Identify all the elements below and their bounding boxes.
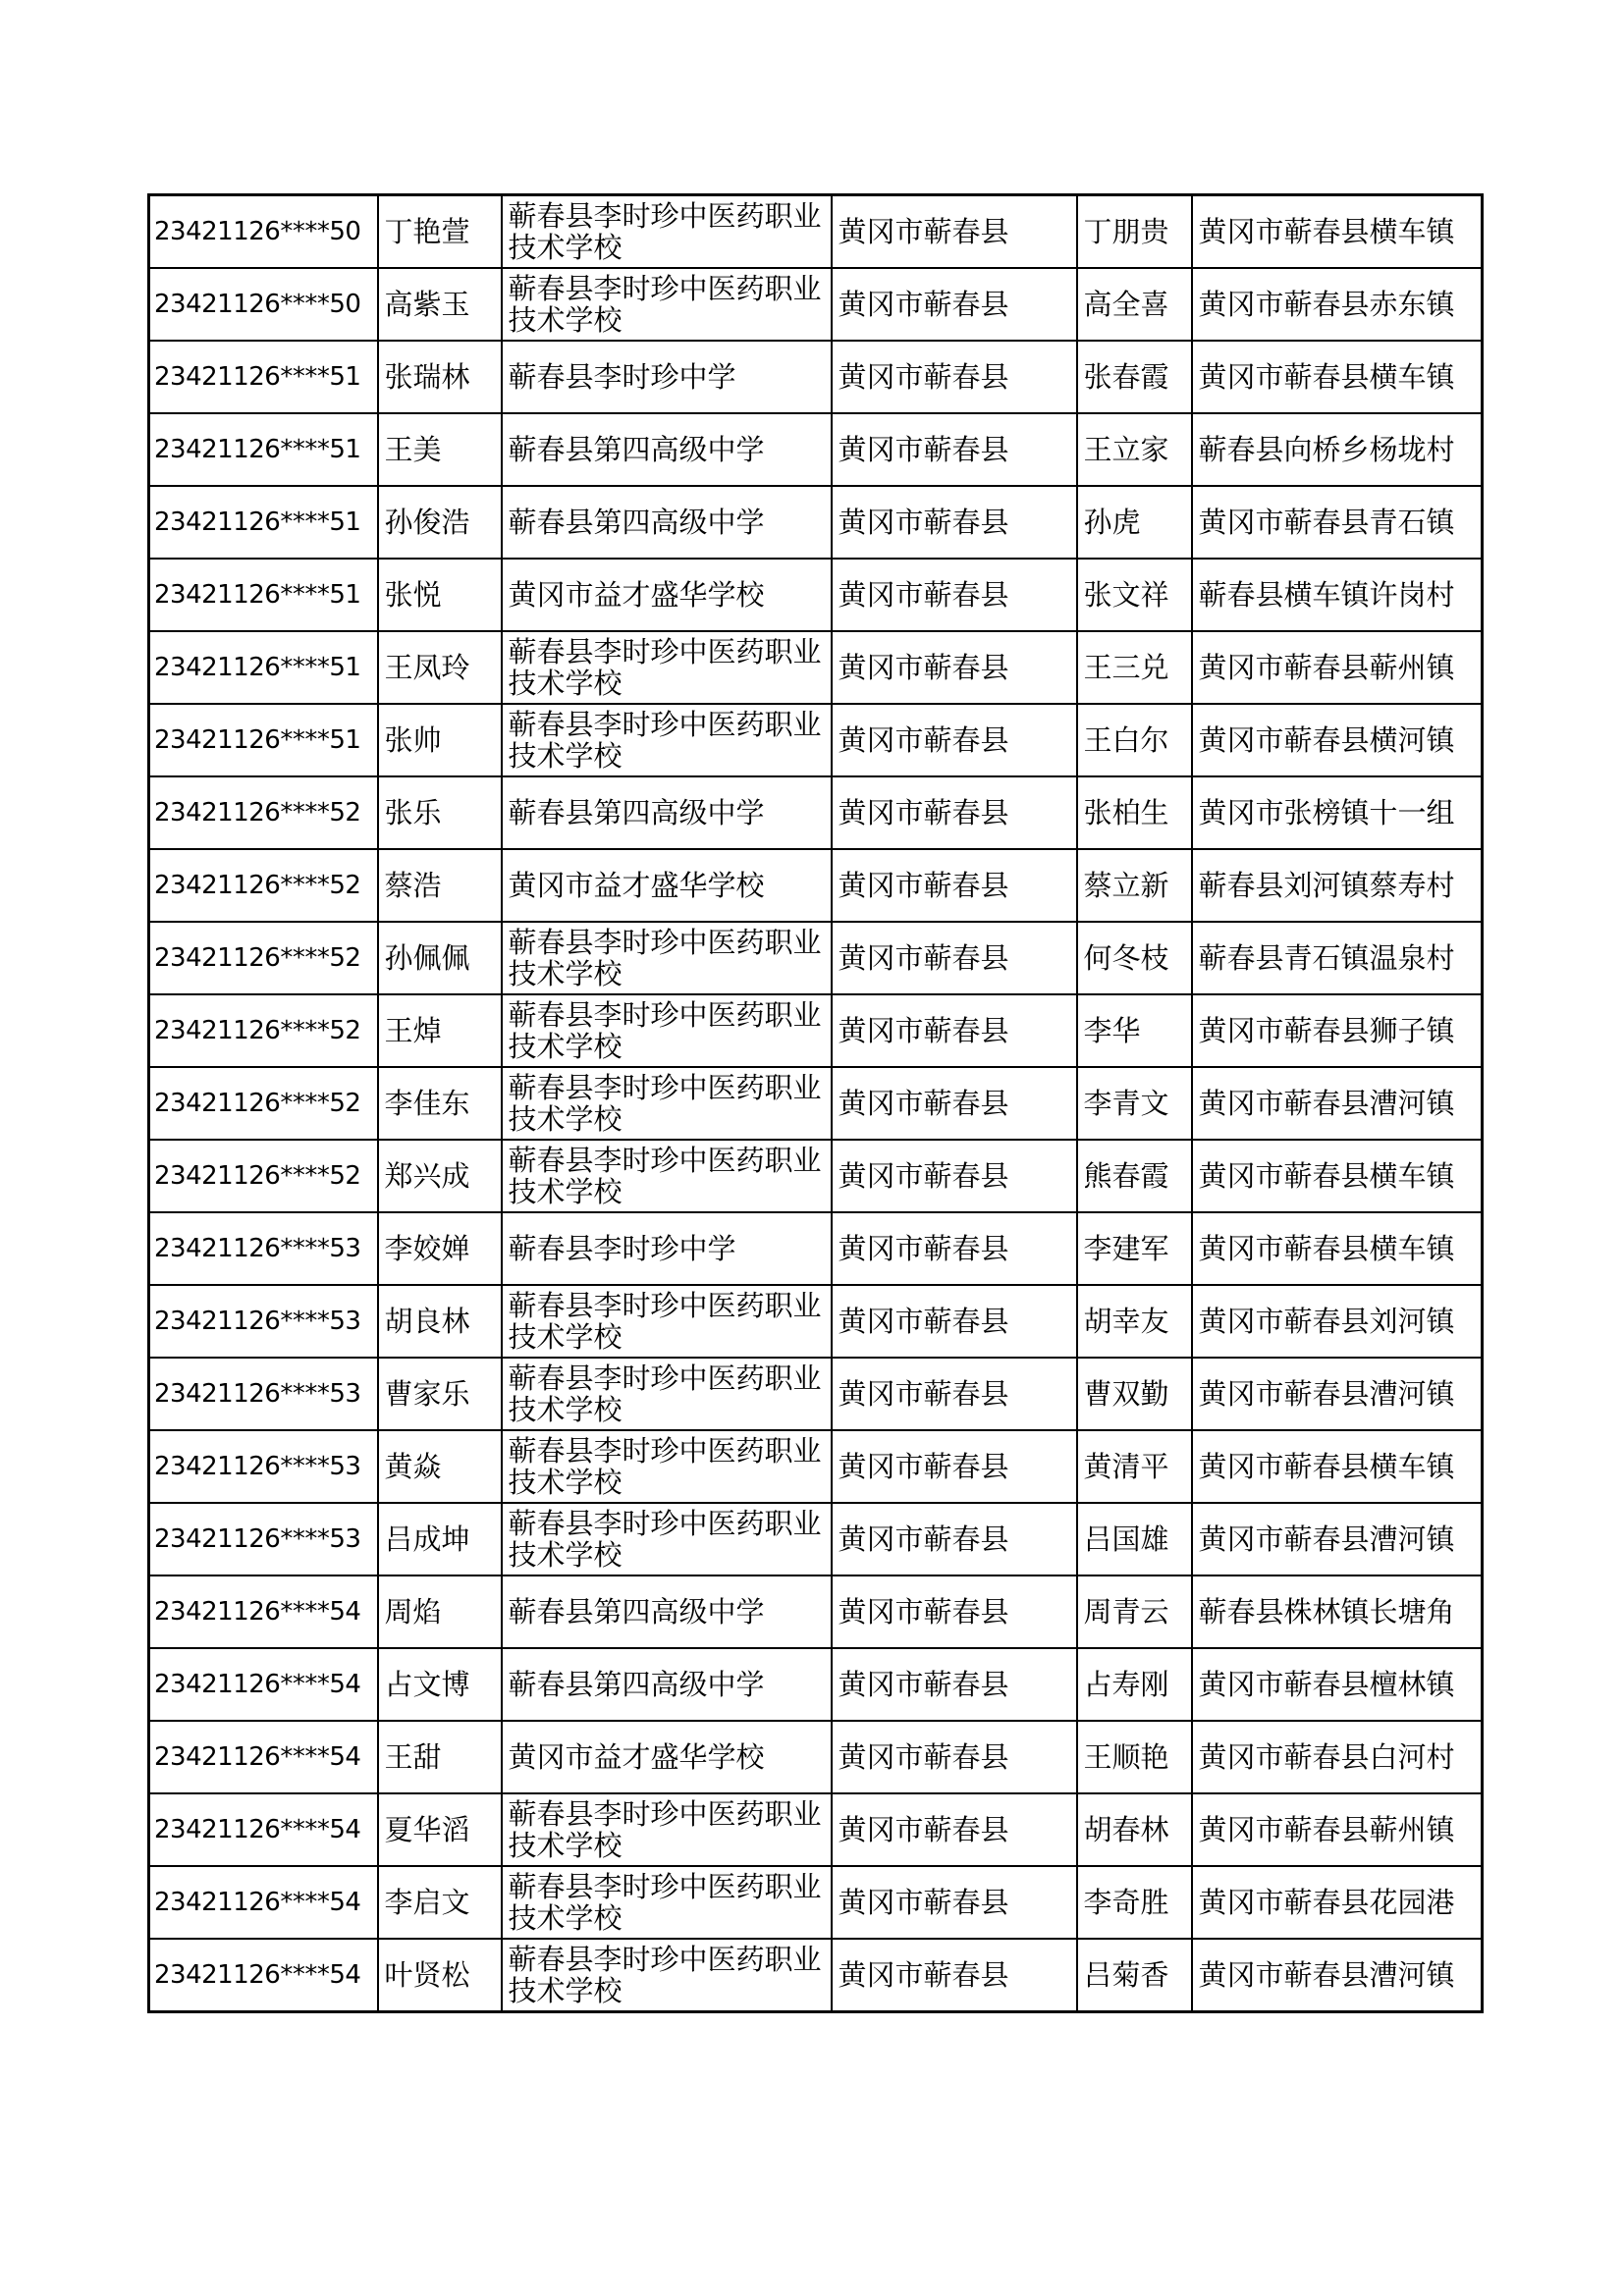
id-number-cell: 23421126****51 [149, 559, 378, 631]
guardian-name-cell: 张文祥 [1077, 559, 1192, 631]
roster-table [147, 193, 1484, 2013]
table-row [149, 1140, 1483, 1212]
region-cell: 黄冈市蕲春县 [832, 1721, 1077, 1793]
address-cell: 黄冈市蕲春县蕲州镇 [1192, 631, 1483, 704]
school-cell: 蕲春县第四高级中学 [502, 486, 832, 559]
region-cell: 黄冈市蕲春县 [832, 1358, 1077, 1430]
region-cell: 黄冈市蕲春县 [832, 413, 1077, 486]
id-number-cell: 23421126****54 [149, 1939, 378, 2012]
table-row [149, 1285, 1483, 1358]
student-name-cell: 郑兴成 [378, 1140, 502, 1212]
id-number-cell: 23421126****52 [149, 1140, 378, 1212]
school-cell: 蕲春县李时珍中医药职业技术学校 [502, 1430, 832, 1503]
school-cell: 黄冈市益才盛华学校 [502, 849, 832, 922]
school-cell: 蕲春县李时珍中医药职业技术学校 [502, 1939, 832, 2012]
school-cell: 蕲春县第四高级中学 [502, 776, 832, 849]
table-row [149, 1866, 1483, 1939]
address-cell: 黄冈市蕲春县漕河镇 [1192, 1067, 1483, 1140]
guardian-name-cell: 张柏生 [1077, 776, 1192, 849]
table-row [149, 704, 1483, 776]
region-cell: 黄冈市蕲春县 [832, 994, 1077, 1067]
student-name-cell: 周焰 [378, 1575, 502, 1648]
student-name-cell: 张帅 [378, 704, 502, 776]
region-cell: 黄冈市蕲春县 [832, 559, 1077, 631]
id-number-cell: 23421126****53 [149, 1430, 378, 1503]
address-cell: 黄冈市蕲春县漕河镇 [1192, 1503, 1483, 1575]
id-number-cell: 23421126****51 [149, 631, 378, 704]
student-name-cell: 孙俊浩 [378, 486, 502, 559]
id-number-cell: 23421126****53 [149, 1358, 378, 1430]
school-cell: 蕲春县第四高级中学 [502, 413, 832, 486]
region-cell: 黄冈市蕲春县 [832, 922, 1077, 994]
address-cell: 黄冈市蕲春县漕河镇 [1192, 1358, 1483, 1430]
region-cell: 黄冈市蕲春县 [832, 1430, 1077, 1503]
id-number-cell: 23421126****54 [149, 1866, 378, 1939]
address-cell: 黄冈市蕲春县刘河镇 [1192, 1285, 1483, 1358]
address-cell: 黄冈市张榜镇十一组 [1192, 776, 1483, 849]
school-cell: 蕲春县李时珍中医药职业技术学校 [502, 994, 832, 1067]
id-number-cell: 23421126****51 [149, 486, 378, 559]
school-cell: 蕲春县李时珍中医药职业技术学校 [502, 195, 832, 269]
guardian-name-cell: 李华 [1077, 994, 1192, 1067]
school-cell: 蕲春县李时珍中医药职业技术学校 [502, 268, 832, 341]
guardian-name-cell: 胡春林 [1077, 1793, 1192, 1866]
school-cell: 黄冈市益才盛华学校 [502, 1721, 832, 1793]
region-cell: 黄冈市蕲春县 [832, 486, 1077, 559]
guardian-name-cell: 王立家 [1077, 413, 1192, 486]
table-row [149, 1358, 1483, 1430]
region-cell: 黄冈市蕲春县 [832, 776, 1077, 849]
guardian-name-cell: 吕菊香 [1077, 1939, 1192, 2012]
table-row [149, 994, 1483, 1067]
region-cell: 黄冈市蕲春县 [832, 341, 1077, 413]
student-name-cell: 张瑞林 [378, 341, 502, 413]
guardian-name-cell: 李青文 [1077, 1067, 1192, 1140]
table-row [149, 1575, 1483, 1648]
region-cell: 黄冈市蕲春县 [832, 1939, 1077, 2012]
region-cell: 黄冈市蕲春县 [832, 1285, 1077, 1358]
student-name-cell: 高紫玉 [378, 268, 502, 341]
school-cell: 蕲春县李时珍中医药职业技术学校 [502, 1793, 832, 1866]
id-number-cell: 23421126****54 [149, 1721, 378, 1793]
address-cell: 黄冈市蕲春县横车镇 [1192, 1140, 1483, 1212]
address-cell: 蕲春县青石镇温泉村 [1192, 922, 1483, 994]
address-cell: 黄冈市蕲春县狮子镇 [1192, 994, 1483, 1067]
region-cell: 黄冈市蕲春县 [832, 1793, 1077, 1866]
table-row [149, 1430, 1483, 1503]
guardian-name-cell: 王三兑 [1077, 631, 1192, 704]
table-row [149, 1793, 1483, 1866]
guardian-name-cell: 周青云 [1077, 1575, 1192, 1648]
id-number-cell: 23421126****52 [149, 922, 378, 994]
table-row [149, 922, 1483, 994]
id-number-cell: 23421126****51 [149, 413, 378, 486]
school-cell: 蕲春县李时珍中学 [502, 1212, 832, 1285]
region-cell: 黄冈市蕲春县 [832, 268, 1077, 341]
id-number-cell: 23421126****53 [149, 1503, 378, 1575]
student-name-cell: 夏华滔 [378, 1793, 502, 1866]
id-number-cell: 23421126****50 [149, 268, 378, 341]
address-cell: 黄冈市蕲春县蕲州镇 [1192, 1793, 1483, 1866]
table-row [149, 1067, 1483, 1140]
guardian-name-cell: 胡幸友 [1077, 1285, 1192, 1358]
address-cell: 蕲春县横车镇许岗村 [1192, 559, 1483, 631]
guardian-name-cell: 何冬枝 [1077, 922, 1192, 994]
id-number-cell: 23421126****54 [149, 1793, 378, 1866]
student-name-cell: 吕成坤 [378, 1503, 502, 1575]
student-name-cell: 李姣婵 [378, 1212, 502, 1285]
school-cell: 蕲春县第四高级中学 [502, 1575, 832, 1648]
table-row [149, 776, 1483, 849]
school-cell: 蕲春县李时珍中医药职业技术学校 [502, 631, 832, 704]
table-row [149, 195, 1483, 269]
address-cell: 黄冈市蕲春县横车镇 [1192, 195, 1483, 269]
address-cell: 黄冈市蕲春县横车镇 [1192, 1430, 1483, 1503]
table-row [149, 1939, 1483, 2012]
region-cell: 黄冈市蕲春县 [832, 1866, 1077, 1939]
table-row [149, 1503, 1483, 1575]
address-cell: 蕲春县株林镇长塘角 [1192, 1575, 1483, 1648]
school-cell: 黄冈市益才盛华学校 [502, 559, 832, 631]
id-number-cell: 23421126****51 [149, 341, 378, 413]
guardian-name-cell: 张春霞 [1077, 341, 1192, 413]
region-cell: 黄冈市蕲春县 [832, 704, 1077, 776]
table-row [149, 849, 1483, 922]
address-cell: 蕲春县向桥乡杨垅村 [1192, 413, 1483, 486]
address-cell: 黄冈市蕲春县横车镇 [1192, 1212, 1483, 1285]
student-name-cell: 李启文 [378, 1866, 502, 1939]
address-cell: 黄冈市蕲春县漕河镇 [1192, 1939, 1483, 2012]
region-cell: 黄冈市蕲春县 [832, 1067, 1077, 1140]
school-cell: 蕲春县李时珍中医药职业技术学校 [502, 1503, 832, 1575]
region-cell: 黄冈市蕲春县 [832, 631, 1077, 704]
guardian-name-cell: 吕国雄 [1077, 1503, 1192, 1575]
id-number-cell: 23421126****50 [149, 195, 378, 269]
student-name-cell: 王甜 [378, 1721, 502, 1793]
guardian-name-cell: 高全喜 [1077, 268, 1192, 341]
guardian-name-cell: 占寿刚 [1077, 1648, 1192, 1721]
table-row [149, 413, 1483, 486]
address-cell: 黄冈市蕲春县花园港 [1192, 1866, 1483, 1939]
guardian-name-cell: 曹双勤 [1077, 1358, 1192, 1430]
region-cell: 黄冈市蕲春县 [832, 195, 1077, 269]
address-cell: 黄冈市蕲春县白河村 [1192, 1721, 1483, 1793]
id-number-cell: 23421126****52 [149, 849, 378, 922]
school-cell: 蕲春县李时珍中医药职业技术学校 [502, 1285, 832, 1358]
student-name-cell: 丁艳萱 [378, 195, 502, 269]
table-row [149, 486, 1483, 559]
region-cell: 黄冈市蕲春县 [832, 1648, 1077, 1721]
school-cell: 蕲春县李时珍中医药职业技术学校 [502, 704, 832, 776]
address-cell: 黄冈市蕲春县横车镇 [1192, 341, 1483, 413]
student-name-cell: 胡良林 [378, 1285, 502, 1358]
region-cell: 黄冈市蕲春县 [832, 1575, 1077, 1648]
school-cell: 蕲春县李时珍中医药职业技术学校 [502, 1866, 832, 1939]
student-name-cell: 孙佩佩 [378, 922, 502, 994]
student-name-cell: 王凤玲 [378, 631, 502, 704]
id-number-cell: 23421126****51 [149, 704, 378, 776]
id-number-cell: 23421126****52 [149, 994, 378, 1067]
id-number-cell: 23421126****52 [149, 1067, 378, 1140]
table-row [149, 268, 1483, 341]
id-number-cell: 23421126****53 [149, 1285, 378, 1358]
id-number-cell: 23421126****54 [149, 1648, 378, 1721]
region-cell: 黄冈市蕲春县 [832, 1140, 1077, 1212]
guardian-name-cell: 李建军 [1077, 1212, 1192, 1285]
school-cell: 蕲春县第四高级中学 [502, 1648, 832, 1721]
guardian-name-cell: 李奇胜 [1077, 1866, 1192, 1939]
student-name-cell: 张悦 [378, 559, 502, 631]
address-cell: 黄冈市蕲春县横河镇 [1192, 704, 1483, 776]
table-row [149, 1721, 1483, 1793]
student-name-cell: 张乐 [378, 776, 502, 849]
student-name-cell: 蔡浩 [378, 849, 502, 922]
table-row [149, 341, 1483, 413]
region-cell: 黄冈市蕲春县 [832, 849, 1077, 922]
address-cell: 黄冈市蕲春县赤东镇 [1192, 268, 1483, 341]
address-cell: 蕲春县刘河镇蔡寿村 [1192, 849, 1483, 922]
table-row [149, 1648, 1483, 1721]
guardian-name-cell: 熊春霞 [1077, 1140, 1192, 1212]
table-row [149, 559, 1483, 631]
guardian-name-cell: 黄清平 [1077, 1430, 1192, 1503]
school-cell: 蕲春县李时珍中医药职业技术学校 [502, 922, 832, 994]
school-cell: 蕲春县李时珍中学 [502, 341, 832, 413]
address-cell: 黄冈市蕲春县檀林镇 [1192, 1648, 1483, 1721]
id-number-cell: 23421126****54 [149, 1575, 378, 1648]
guardian-name-cell: 丁朋贵 [1077, 195, 1192, 269]
student-name-cell: 占文博 [378, 1648, 502, 1721]
student-name-cell: 曹家乐 [378, 1358, 502, 1430]
guardian-name-cell: 孙虎 [1077, 486, 1192, 559]
address-cell: 黄冈市蕲春县青石镇 [1192, 486, 1483, 559]
region-cell: 黄冈市蕲春县 [832, 1212, 1077, 1285]
id-number-cell: 23421126****52 [149, 776, 378, 849]
school-cell: 蕲春县李时珍中医药职业技术学校 [502, 1358, 832, 1430]
student-name-cell: 黄焱 [378, 1430, 502, 1503]
school-cell: 蕲春县李时珍中医药职业技术学校 [502, 1067, 832, 1140]
id-number-cell: 23421126****53 [149, 1212, 378, 1285]
table-row [149, 631, 1483, 704]
school-cell: 蕲春县李时珍中医药职业技术学校 [502, 1140, 832, 1212]
student-name-cell: 王美 [378, 413, 502, 486]
guardian-name-cell: 王顺艳 [1077, 1721, 1192, 1793]
student-name-cell: 李佳东 [378, 1067, 502, 1140]
region-cell: 黄冈市蕲春县 [832, 1503, 1077, 1575]
student-name-cell: 叶贤松 [378, 1939, 502, 2012]
guardian-name-cell: 蔡立新 [1077, 849, 1192, 922]
table-row [149, 1212, 1483, 1285]
guardian-name-cell: 王白尔 [1077, 704, 1192, 776]
student-name-cell: 王焯 [378, 994, 502, 1067]
roster-body [149, 195, 1483, 2012]
